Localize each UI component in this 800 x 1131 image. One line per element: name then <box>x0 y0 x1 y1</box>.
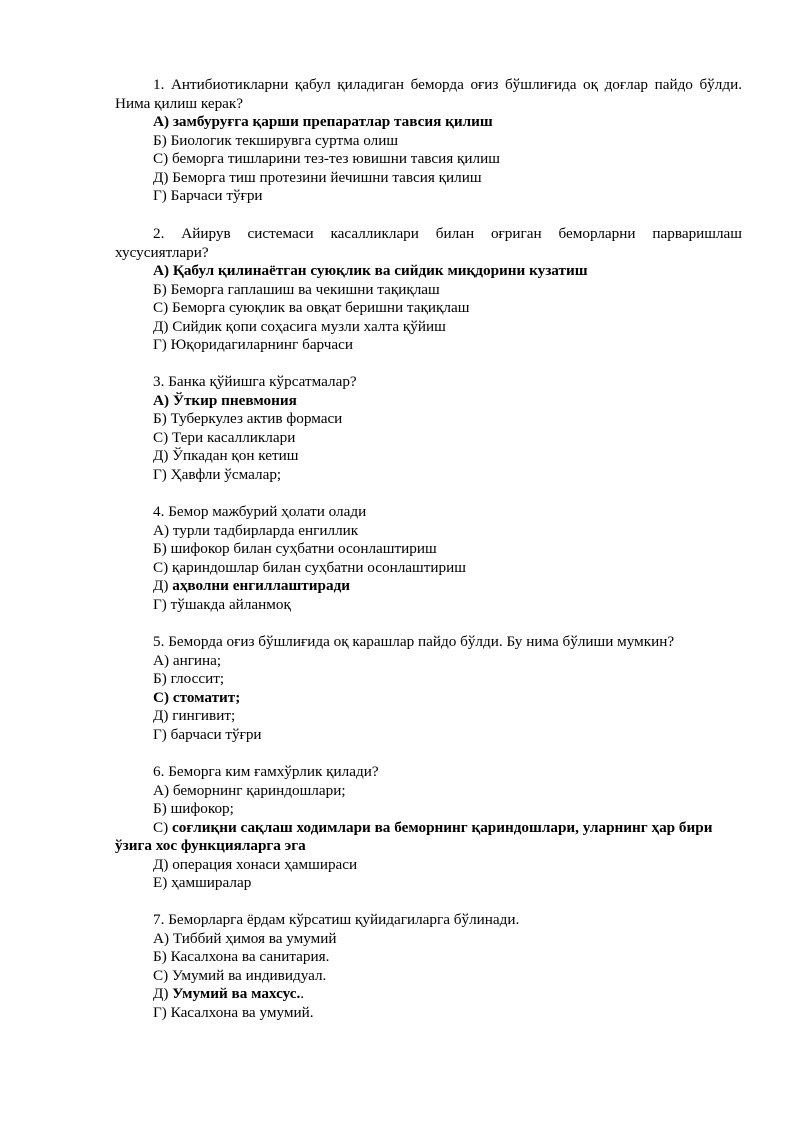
answer-text: соғлиқни сақлаш ходимлари ва беморнинг қариндошлари, уларнинг ҳар бири ўзига хос функцияларга эга <box>115 818 713 854</box>
question-text: 5. Беморда оғиз бўшлиғида оқ карашлар пайдо бўлди. Бу нима бўлиши мумкин? <box>153 633 675 650</box>
question-5 <box>115 633 742 744</box>
question-2 <box>115 225 742 355</box>
answer-option: Д) гингивит; <box>153 707 236 724</box>
answer-option-correct <box>115 985 742 1004</box>
question-text: 4. Бемор мажбурий ҳолати олади <box>153 503 367 520</box>
answer-suffix: . <box>300 985 305 1002</box>
answer-option-correct: А) Ўткир пневмония <box>153 391 297 409</box>
answer-option: Д) Беморга тиш протезини йечишни тавсия қилиш <box>153 168 482 186</box>
answer-option: С) Беморга суюқлик ва овқат беришни тақиқлаш <box>153 299 470 316</box>
answer-option: Б) Туберкулез актив формаси <box>153 410 343 427</box>
question-text: 2. Айирув системаси касалликлари билан оғриган беморларни парваришлаш хусусиятлари? <box>115 225 742 261</box>
question-1 <box>115 76 742 206</box>
answer-option-correct: С) стоматит; <box>153 688 241 706</box>
answer-option-correct: А) Қабул қилинаётган суюқлик ва сийдик миқдорини кузатиш <box>153 262 588 279</box>
question-6 <box>115 763 742 893</box>
question-4 <box>115 503 742 614</box>
answer-option: Д) Сийдик қопи соҳасига музли халта қўйиш <box>153 317 446 335</box>
answer-option: А) беморнинг қариндошлари; <box>153 781 346 799</box>
answer-option: Г) Касалхона ва умумий. <box>153 1003 314 1021</box>
answer-option: А) Тиббий ҳимоя ва умумий <box>153 929 337 947</box>
question-text: 1. Антибиотикларни қабул қиладиган беморда оғиз бўшлиғида оқ доғлар пайдо бўлди. Нима қилиш керак? <box>115 76 742 112</box>
answer-option-correct <box>115 819 742 856</box>
answer-option: Г) Ҳавфли ўсмалар; <box>153 465 282 483</box>
question-7 <box>115 911 742 1022</box>
answer-option: Б) Беморга гаплашиш ва чекишни тақиқлаш <box>153 280 440 298</box>
question-text: 6. Беморга ким ғамхўрлик қилади? <box>153 763 379 780</box>
answer-option: С) Тери касалликлари <box>153 428 296 446</box>
question-text: 7. Беморларга ёрдам кўрсатиш қуйидагиларга бўлинади. <box>153 911 520 928</box>
answer-option: Б) Касалхона ва санитария. <box>153 948 330 965</box>
answer-option: Д) Ўпкадан қон кетиш <box>153 447 299 464</box>
answer-option: Б) Биологик текширувга суртма олиш <box>153 131 399 149</box>
answer-prefix: Д) <box>153 577 173 594</box>
answer-prefix: С) <box>153 818 172 836</box>
answer-text: Умумий ва махсус. <box>172 985 301 1002</box>
answer-text: аҳволни енгиллаштиради <box>172 577 350 594</box>
answer-option: Е) ҳамширалар <box>153 874 252 891</box>
answer-option: Г) барчаси тўғри <box>153 725 262 743</box>
question-3 <box>115 373 742 484</box>
answer-option: А) ангина; <box>153 651 222 669</box>
answer-option: С) қариндошлар билан суҳбатни осонлаштириш <box>153 558 466 576</box>
answer-option: Г) Юқоридагиларнинг барчаси <box>153 336 354 353</box>
question-text: 3. Банка қўйишга кўрсатмалар? <box>153 373 357 390</box>
answer-option-correct <box>115 577 742 596</box>
answer-option: Г) тўшакда айланмоқ <box>153 595 291 613</box>
answer-option: А) турли тадбирларда енгиллик <box>153 521 359 539</box>
answer-option: С) беморга тишларини тез-тез ювишни тавсия қилиш <box>153 150 500 167</box>
answer-option: Б) шифокор; <box>153 800 234 817</box>
answer-option: Г) Барчаси тўғри <box>153 187 263 204</box>
answer-option-correct: А) замбуруғга қарши препаратлар тавсия қилиш <box>153 113 493 130</box>
answer-option: С) Умумий ва индивидуал. <box>153 966 327 984</box>
answer-option: Б) глоссит; <box>153 670 225 687</box>
answer-prefix: Д) <box>153 985 173 1002</box>
answer-option: Б) шифокор билан суҳбатни осонлаштириш <box>153 540 437 557</box>
answer-option: Д) операция хонаси ҳамшираси <box>153 855 358 873</box>
